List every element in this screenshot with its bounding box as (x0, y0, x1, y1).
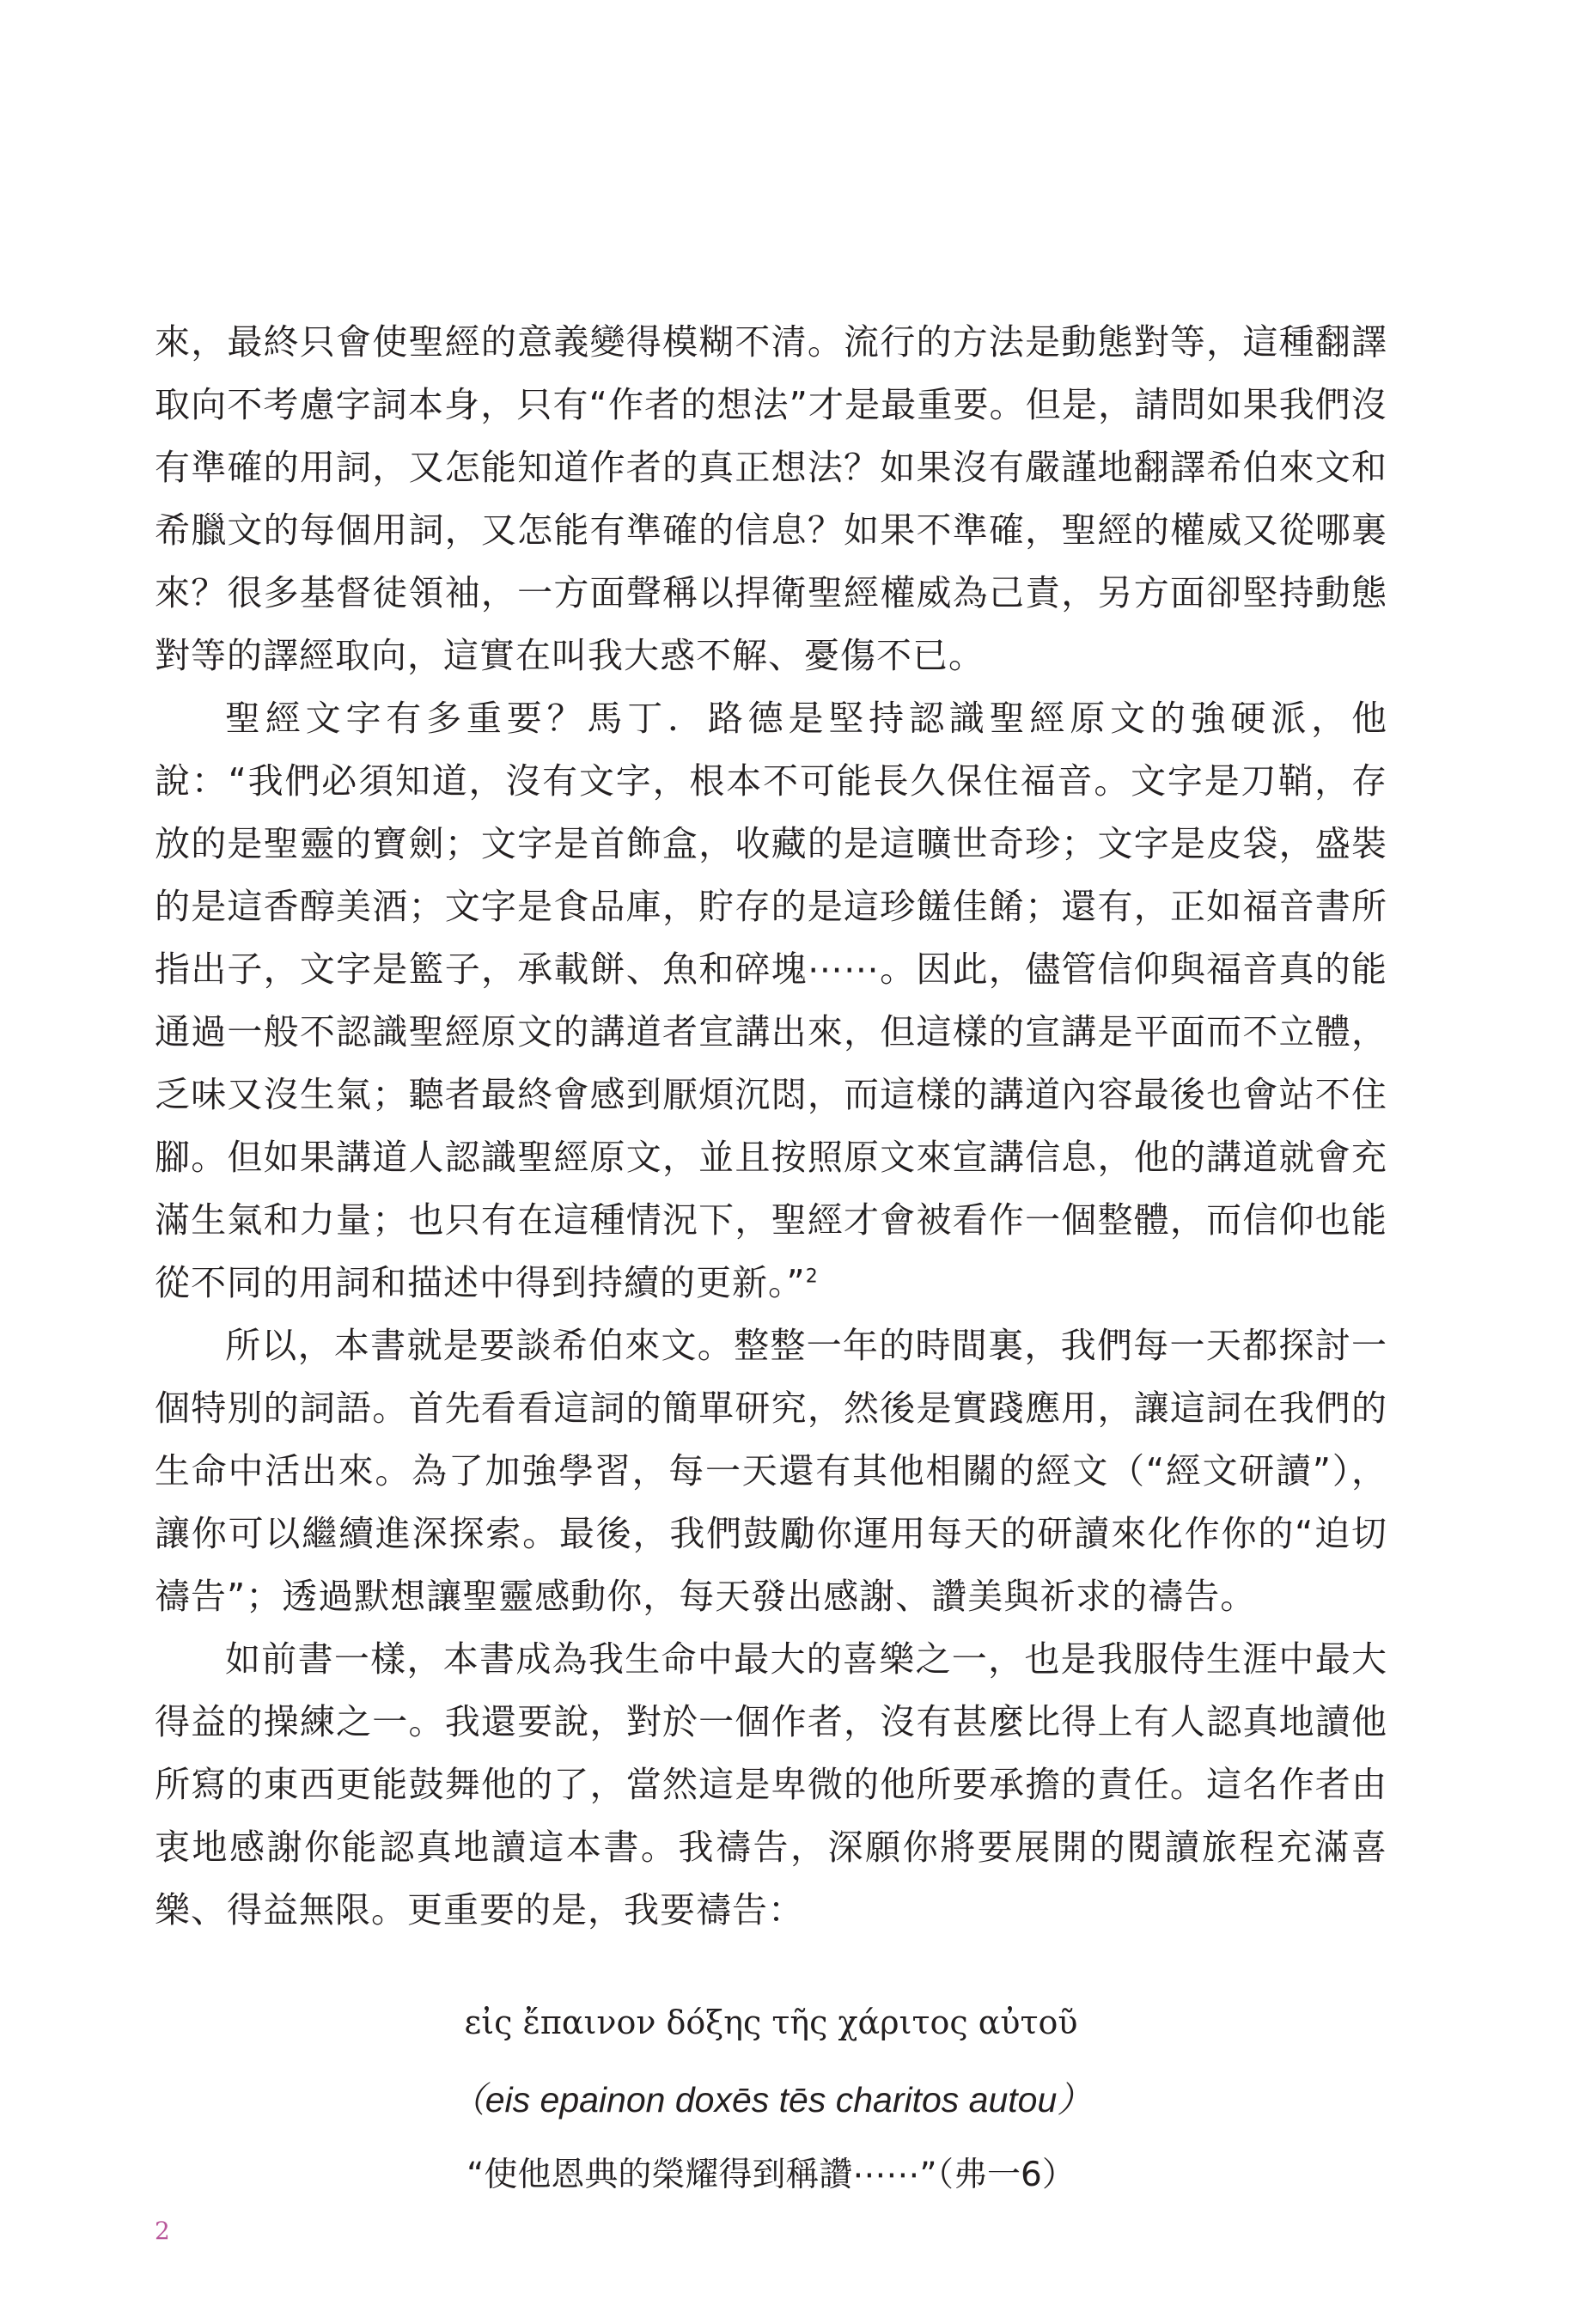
transliteration-text: （eis epainon doxēs tēs charitos autou） (449, 2080, 1093, 2120)
paragraph-text: 如前書一樣，本書成為我生命中最大的喜樂之一，也是我服侍生涯中最大得益的操練之一。我還要說，對於一個作者，沒有甚麼比得上有人認真地讀他所寫的東西更能鼓舞他的了，當然這是卑微的他所要承擔的責任。這名作者由衷地感謝你能認真地讀這本書。我禱告，深願你將要展開的閱讀旅程充滿喜樂、得益無限。更重要的是，我要禱告： (155, 1638, 1387, 1931)
paragraph-text: 聖經文字有多重要？馬丁．路德是堅持認識聖經原文的強硬派，他說：“我們必須知道，沒有文字，根本不可能長久保住福音。文字是刀鞘，存放的是聖靈的寶劍；文字是首飾盒，收藏的是這曠世奇珍；文字是皮袋，盛裝的是這香醇美酒；文字是食品庫，貯存的是這珍饈佳餚；還有，正如福音書所指出子，文字是籃子，承載餅、魚和碎塊⋯⋯。因此，儘管信仰與福音真的能通過一般不認識聖經原文的講道者宣講出來，但這樣的宣講是平面而不立體，乏味又沒生氣；聽者最終會感到厭煩沉悶，而這樣的講道內容最後也會站不住腳。但如果講道人認識聖經原文，並且按照原文來宣講信息，他的講道就會充滿生氣和力量；也只有在這種情況下，聖經才會被看作一個整體，而信仰也能從不同的用詞和描述中得到持續的更新。” (155, 698, 1387, 1303)
paragraph (155, 1314, 1387, 1628)
body-text (155, 311, 1387, 1942)
translation-text: “使他恩典的榮耀得到稱讚⋯⋯”（弗一6） (466, 2156, 1076, 2194)
page-number: 2 (155, 2217, 170, 2245)
paragraph-text: 來，最終只會使聖經的意義變得模糊不清。流行的方法是動態對等，這種翻譯取向不考慮字詞本身，只有“作者的想法”才是最重要。但是，請問如果我們沒有準確的用詞，又怎能知道作者的真正想法？如果沒有嚴謹地翻譯希伯來文和希臘文的每個用詞，又怎能有準確的信息？如果不準確，聖經的權威又從哪裏來？很多基督徒領袖，一方面聲稱以捍衛聖經權威為己責，另方面卻堅持動態對等的譯經取向，這實在叫我大惑不解、憂傷不已。 (155, 321, 1387, 676)
greek-text: εἰς ἔπαινον δόξης τῆς χάριτος αὐτοῦ (464, 2004, 1078, 2041)
paragraph (155, 1628, 1387, 1942)
paragraph (155, 311, 1387, 687)
scripture-quote (155, 1998, 1387, 2200)
footnote-marker: 2 (805, 1266, 819, 1288)
paragraph-text: 所以，本書就是要談希伯來文。整整一年的時間裏，我們每一天都探討一個特別的詞語。首先看看這詞的簡單研究，然後是實踐應用，讓這詞在我們的生命中活出來。為了加強學習，每一天還有其他相關的經文（“經文研讀”），讓你可以繼續進深探索。最後，我們鼓勵你運用每天的研讀來化作你的“迫切禱告”；透過默想讓聖靈感動你，每天發出感謝、讚美與祈求的禱告。 (155, 1325, 1387, 1617)
paragraph (155, 687, 1387, 1314)
